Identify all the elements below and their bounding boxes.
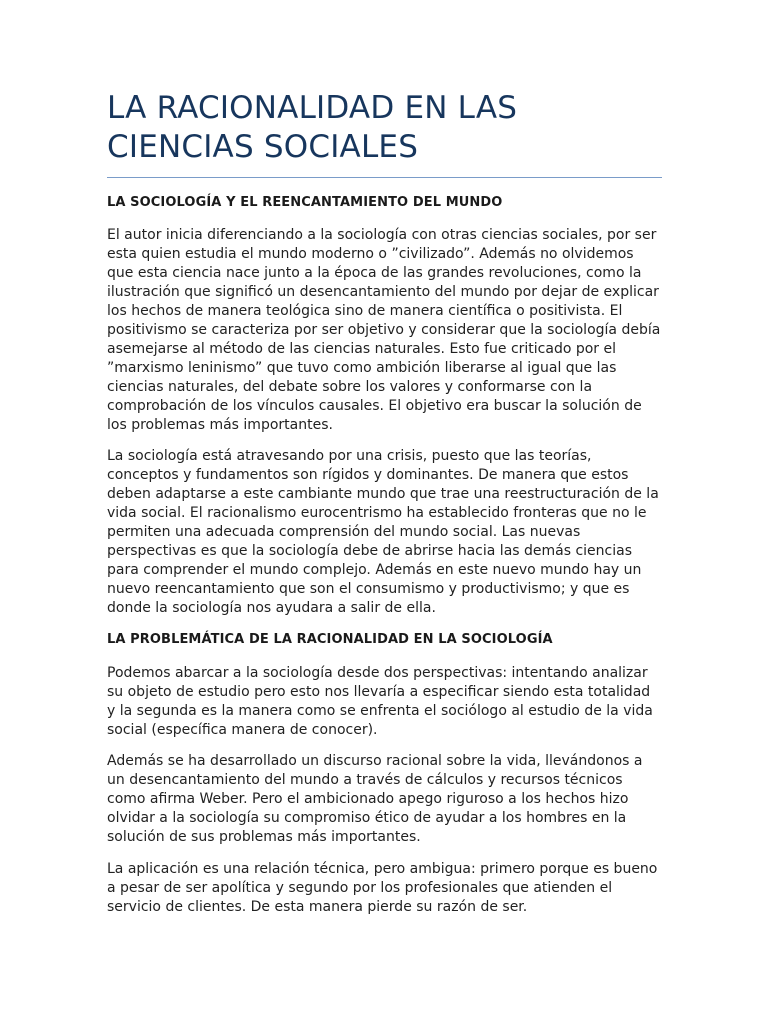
- section-2-paragraph-3: La aplicación es una relación técnica, pero ambigua: primero porque es bueno a pesar de ser apolítica y segundo por los profesionales que atienden el servicio de clientes. De esta manera pierde su razón de ser.: [107, 861, 658, 915]
- section-1-paragraph-2: La sociología está atravesando por una crisis, puesto que las teorías, conceptos y fundamentos son rígidos y dominantes. De manera que estos deben adaptarse a este cambiante mundo que trae una reestructuración de la vida social. El racionalismo eurocentrismo ha establecido fronteras que no le permiten una adecuada comprensión del mundo social. Las nuevas perspectivas es que la sociología debe de abrirse hacia las demás ciencias para comprender el mundo complejo. Además en este nuevo mundo hay un nuevo reencantamiento que son el consumismo y productivismo; y que es donde la sociología nos ayudara a salir de ella.: [107, 448, 659, 616]
- document-page: [107, 0, 662, 915]
- title-underline-rule: [107, 177, 662, 178]
- title-line-1: LA RACIONALIDAD EN LAS: [107, 90, 518, 126]
- section-heading-1: LA SOCIOLOGÍA Y EL REENCANTAMIENTO DEL MUNDO: [107, 195, 503, 210]
- document-title: [107, 0, 662, 167]
- section-2-paragraph-1: Podemos abarcar a la sociología desde dos perspectivas: intentando analizar su objeto de estudio pero esto nos llevaría a especificar siendo esta totalidad y la segunda es la manera como se enfrenta el sociólogo al estudio de la vida social (específica manera de conocer).: [107, 665, 653, 738]
- section-2-paragraph-2: Además se ha desarrollado un discurso racional sobre la vida, llevándonos a un desencantamiento del mundo a través de cálculos y recursos técnicos como afirma Weber. Pero el ambicionado apego riguroso a los hechos hizo olvidar a la sociología su compromiso ético de ayudar a los hombres en la solución de sus problemas más importantes.: [107, 753, 643, 845]
- section-heading-2: LA PROBLEMÁTICA DE LA RACIONALIDAD EN LA SOCIOLOGÍA: [107, 632, 553, 647]
- title-line-2: CIENCIAS SOCIALES: [107, 129, 419, 165]
- section-1-paragraph-1: El autor inicia diferenciando a la sociología con otras ciencias sociales, por ser esta quien estudia el mundo moderno o ”civilizado”. Además no olvidemos que esta ciencia nace junto a la época de las grandes revoluciones, como la ilustración que significó un desencantamiento del mundo por dejar de explicar los hechos de manera teológica sino de manera científica o positivista. El positivismo se caracteriza por ser objetivo y considerar que la sociología debía asemejarse al método de las ciencias naturales. Esto fue criticado por el ”marxismo leninismo” que tuvo como ambición liberarse al igual que las ciencias naturales, del debate sobre los valores y conformarse con la comprobación de los vínculos causales. El objetivo era buscar la solución de los problemas más importantes.: [107, 227, 661, 433]
